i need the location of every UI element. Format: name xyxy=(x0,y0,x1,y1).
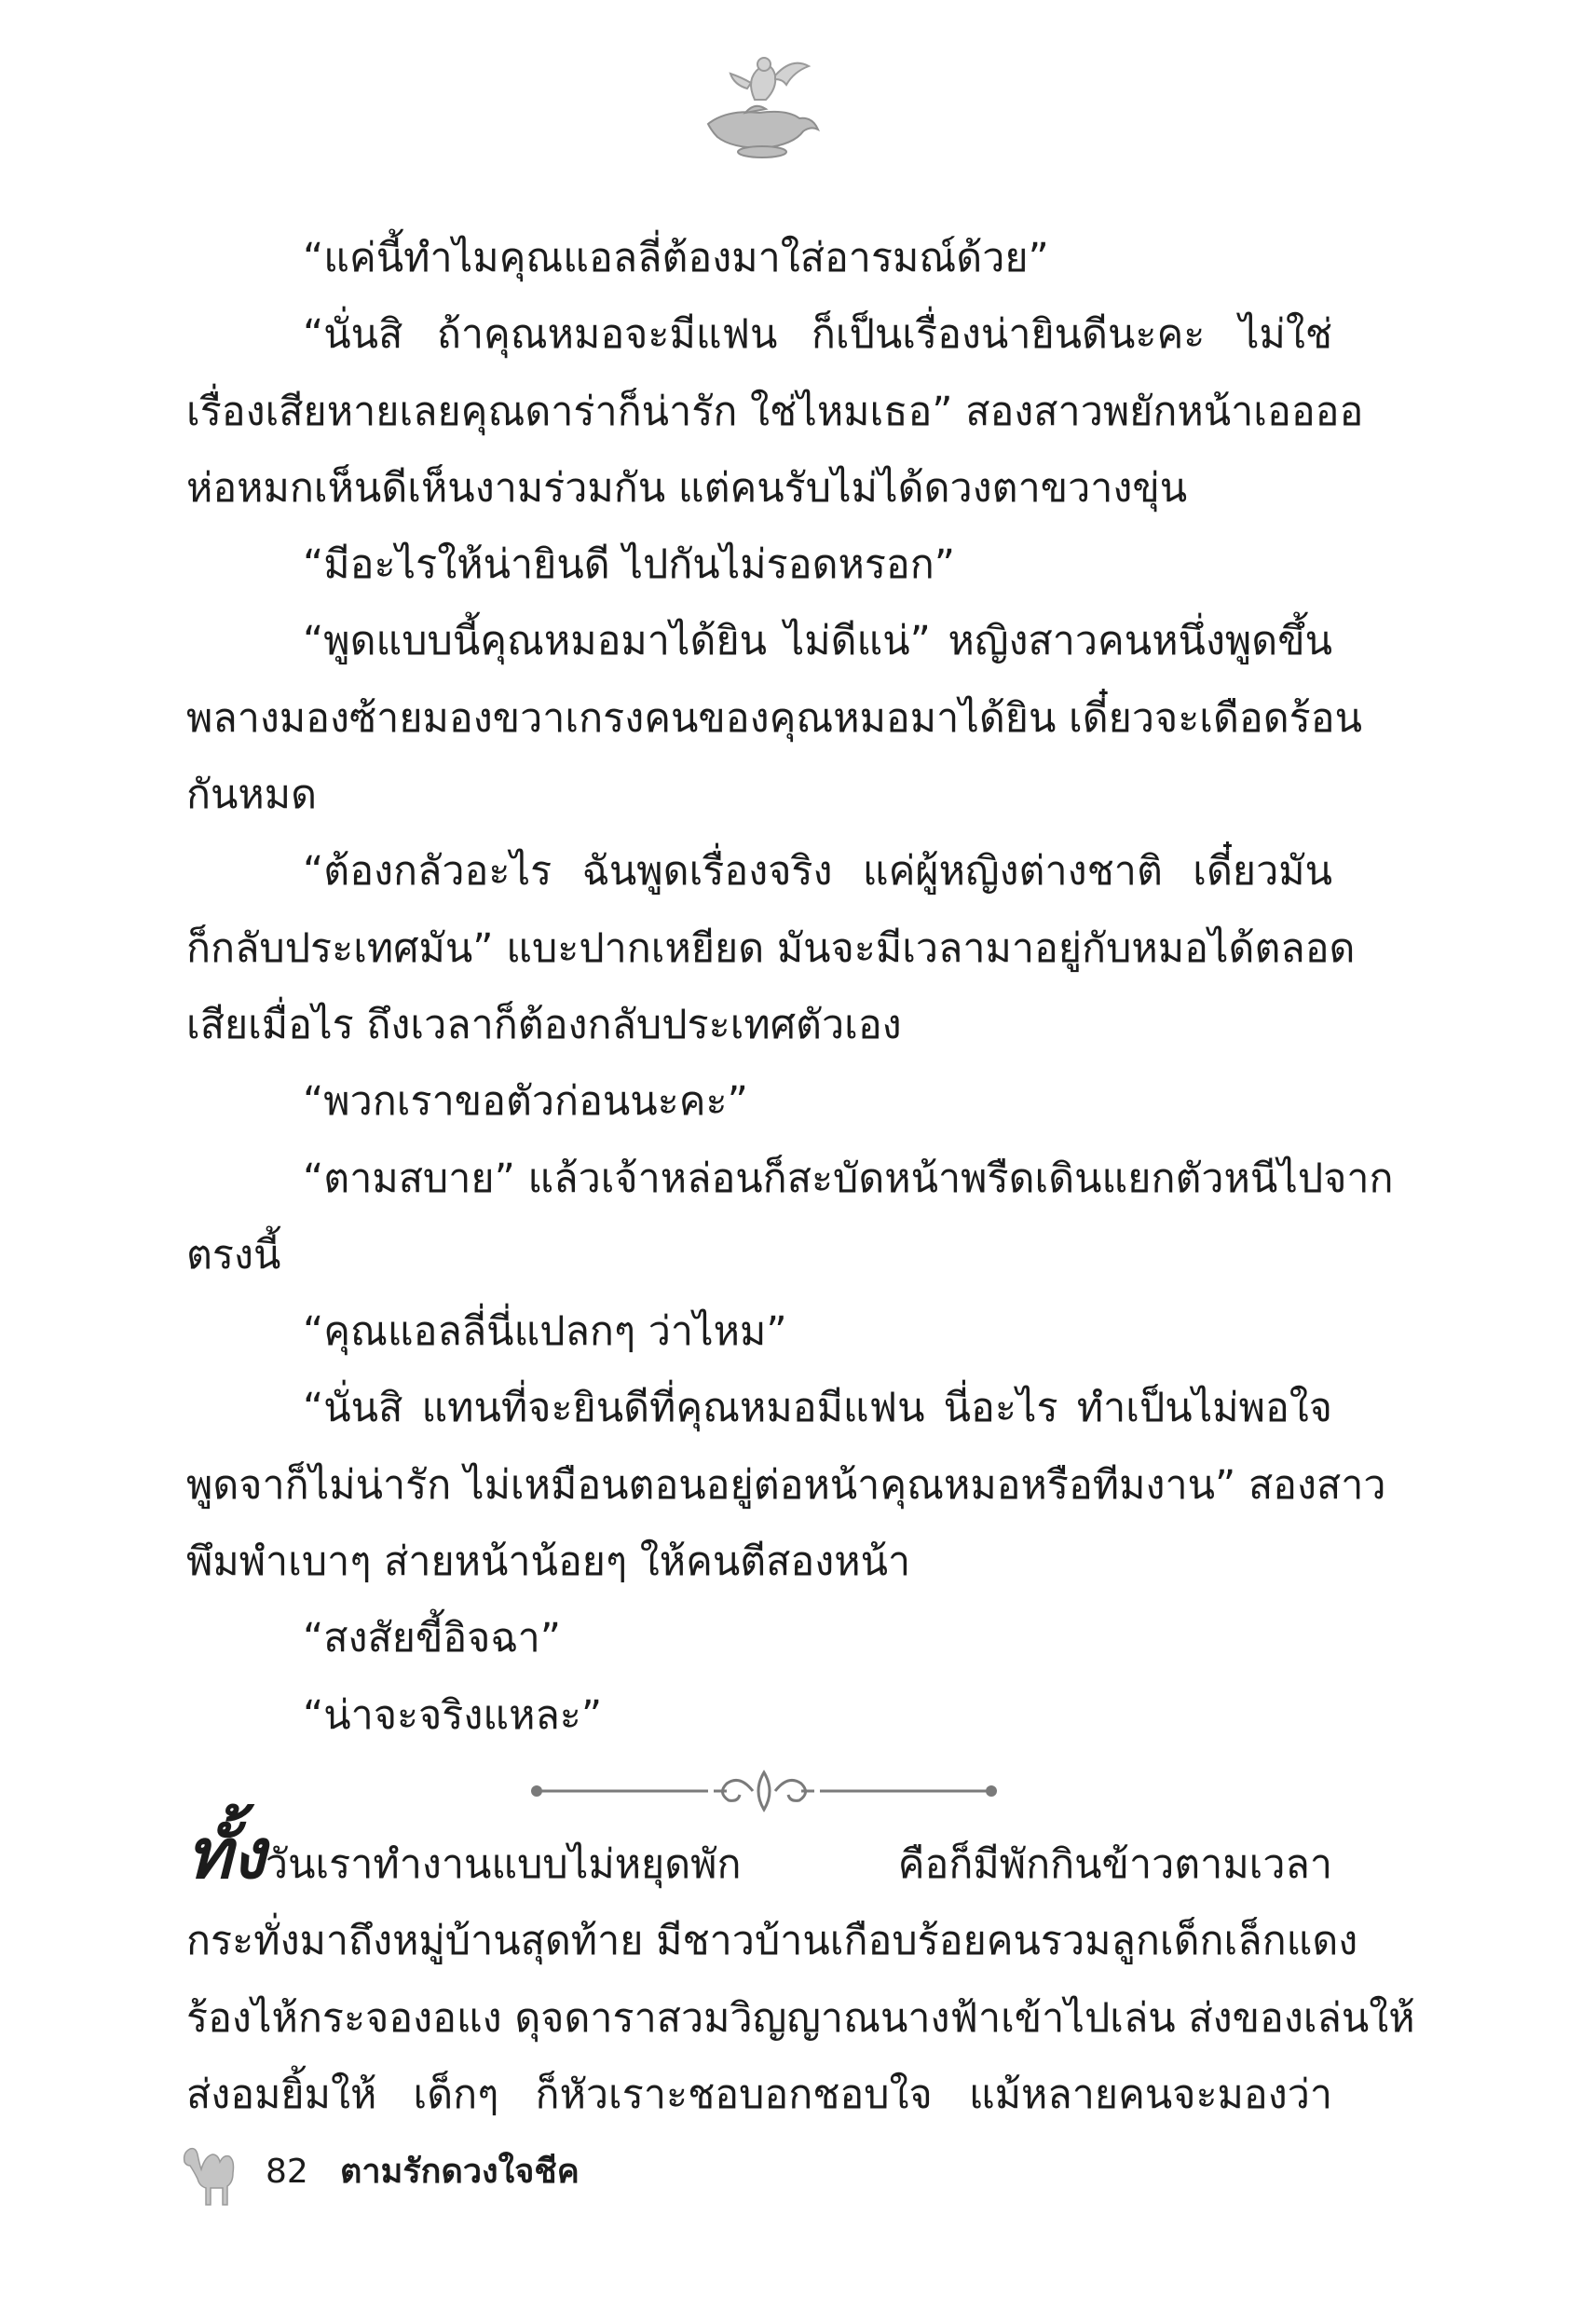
flourish-divider-icon xyxy=(531,1754,997,1828)
body-text-block-2 xyxy=(186,1814,1415,2133)
text-line: “นั่นสิ แทนที่จะยินดีที่คุณหมอมีแฟน นี่อะไร ทำเป็นไม่พอใจ xyxy=(303,1385,1332,1432)
text-line: “น่าจะจริงแหละ” xyxy=(303,1691,603,1739)
body-text-block-1 xyxy=(186,220,1394,1754)
text-line: ร้องไห้กระจองอแง ดุจดาราสวมวิญญาณนางฟ้าเข้าไปเล่น ส่งของเล่นให้ xyxy=(186,1994,1415,2042)
page-number: 82 xyxy=(266,2153,308,2191)
genie-lamp-icon xyxy=(689,51,829,163)
book-title: ตามรักดวงใจชีค xyxy=(340,2153,580,2191)
text-line: “พวกเราขอตัวก่อนนะคะ” xyxy=(303,1078,748,1126)
text-line: “สงสัยขี้อิจฉา” xyxy=(303,1615,562,1662)
text-line: “แค่นี้ทำไมคุณแอลลี่ต้องมาใส่อารมณ์ด้วย” xyxy=(303,235,1049,281)
camel-icon xyxy=(177,2134,242,2208)
paragraph-opening-line xyxy=(186,1814,1332,1903)
text-line: “ตามสบาย” แล้วเจ้าหล่อนก็สะบัดหน้าพรืดเดินแยกตัวหนีไปจาก xyxy=(303,1155,1394,1202)
text-line: พึมพำเบาๆ ส่ายหน้าน้อยๆ ให้คนตีสองหน้า xyxy=(186,1538,911,1586)
text-line: “มีอะไรให้น่ายินดี ไปกันไม่รอดหรอก” xyxy=(303,541,956,589)
text-line: เสียเมื่อไร ถึงเวลาก็ต้องกลับประเทศตัวเอง xyxy=(186,1001,902,1048)
text-line: กันหมด xyxy=(186,772,318,819)
text-line: “ต้องกลัวอะไร ฉันพูดเรื่องจริง แค่ผู้หญิงต่างชาติ เดี๋ยวมัน xyxy=(303,848,1332,896)
text-line: พูดจาก็ไม่น่ารัก ไม่เหมือนตอนอยู่ต่อหน้าคุณหมอหรือทีมงาน” สองสาว xyxy=(186,1461,1386,1509)
text-line: กระทั่งมาถึงหมู่บ้านสุดท้าย มีชาวบ้านเกือบร้อยคนรวมลูกเด็กเล็กแดง xyxy=(186,1918,1358,1965)
drop-cap-word: ทั้ง xyxy=(186,1814,266,1894)
text-line: พลางมองซ้ายมองขวาเกรงคนของคุณหมอมาได้ยิน เดี๋ยวจะเดือดร้อน xyxy=(186,694,1362,742)
text-line: ก็กลับประเทศมัน” แบะปากเหยียด มันจะมีเวลามาอยู่กับหมอได้ตลอด xyxy=(186,924,1356,972)
text-line: ตรงนี้ xyxy=(186,1231,281,1279)
text-line: “คุณแอลลี่นี่แปลกๆ ว่าไหม” xyxy=(303,1308,787,1356)
text-line: ห่อหมกเห็นดีเห็นงามร่วมกัน แต่คนรับไม่ได้ดวงตาขวางขุ่น xyxy=(186,464,1188,512)
text-line: “นั่นสิ ถ้าคุณหมอจะมีแฟน ก็เป็นเรื่องน่ายินดีนะคะ ไม่ใช่ xyxy=(303,311,1332,359)
text-line: เรื่องเสียหายเลยคุณดาร่าก็น่ารัก ใช่ไหมเธอ” สองสาวพยักหน้าเออออ xyxy=(186,388,1364,435)
opening-line-text: วันเราทำงานแบบไม่หยุดพัก คือก็มีพักกินข้าวตามเวลา xyxy=(265,1841,1332,1888)
text-line: “พูดแบบนี้คุณหมอมาได้ยิน ไม่ดีแน่” หญิงสาวคนหนึ่งพูดขึ้น xyxy=(303,618,1332,665)
text-line: ส่งอมยิ้มให้ เด็กๆ ก็หัวเราะชอบอกชอบใจ แม้หลายคนจะมองว่า xyxy=(186,2071,1332,2118)
